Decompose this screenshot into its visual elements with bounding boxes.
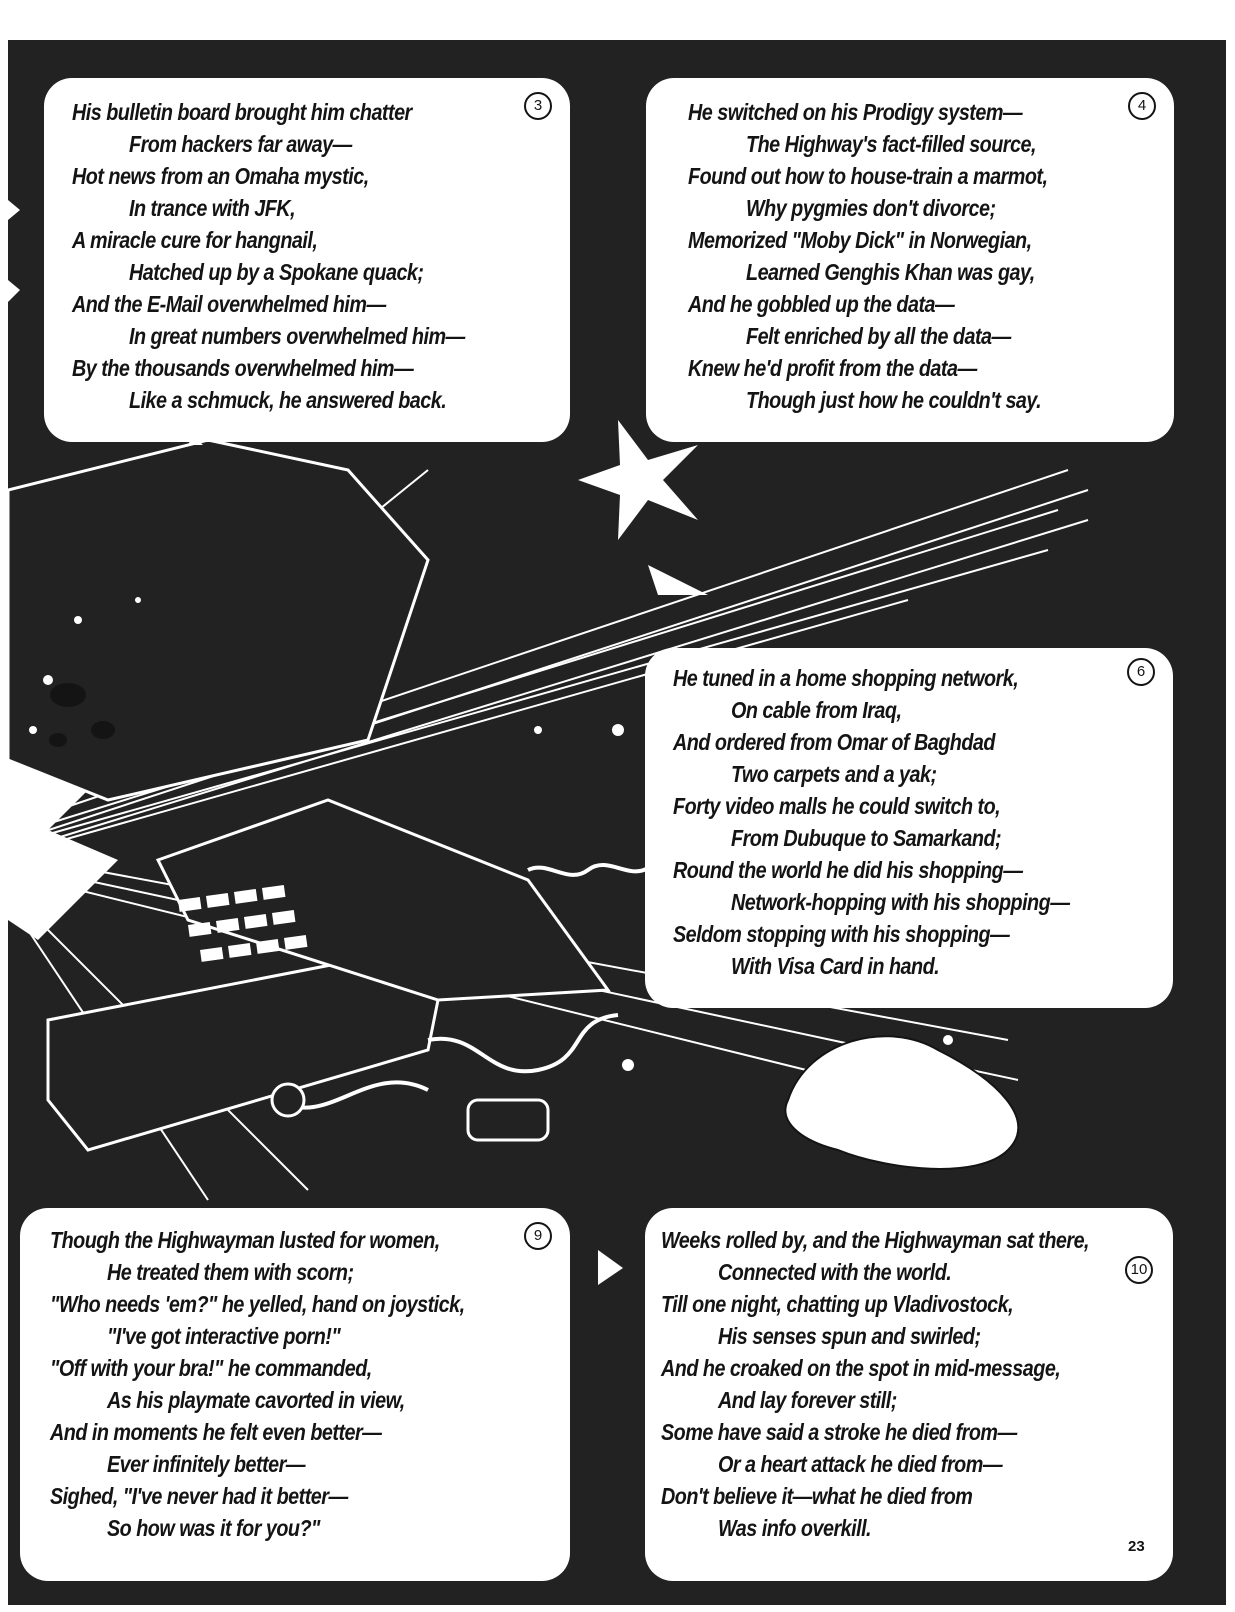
stanza-line: And the E-Mail overwhelmed him—	[72, 291, 386, 317]
stanza-line: His bulletin board brought him chatter	[72, 99, 412, 125]
stanza-line: Don't believe it—what he died from	[661, 1483, 973, 1509]
stanza-line: Like a schmuck, he answered back.	[129, 387, 447, 413]
stanza-line: Was info overkill.	[718, 1515, 872, 1541]
stanza-line: And he croaked on the spot in mid-message,	[661, 1355, 1061, 1381]
stanza-panel-3	[44, 78, 570, 442]
stanza-line: Memorized "Moby Dick" in Norwegian,	[688, 227, 1032, 253]
stanza-line: Felt enriched by all the data—	[746, 323, 1011, 349]
stanza-line: Found out how to house-train a marmot,	[688, 163, 1048, 189]
stanza-line: "Who needs 'em?" he yelled, hand on joystick,	[50, 1291, 465, 1317]
stanza-line: Weeks rolled by, and the Highwayman sat there,	[661, 1227, 1090, 1253]
stanza-line: Though just how he couldn't say.	[746, 387, 1042, 413]
stanza-line: In trance with JFK,	[129, 195, 296, 221]
stanza-panel-10	[645, 1208, 1173, 1581]
stanza-line: On cable from Iraq,	[731, 697, 902, 723]
splat	[785, 1036, 1018, 1169]
stanza-line: He treated them with scorn;	[107, 1259, 354, 1285]
stanza-line: He tuned in a home shopping network,	[673, 665, 1019, 691]
stanza-panel-4	[646, 78, 1174, 442]
stanza-line: And he gobbled up the data—	[688, 291, 955, 317]
stanza-line: Hot news from an Omaha mystic,	[72, 163, 369, 189]
stanza-line: From hackers far away—	[129, 131, 352, 157]
stanza-number-badge: 6	[1127, 658, 1155, 686]
stanza-line: And ordered from Omar of Baghdad	[673, 729, 995, 755]
stanza-line: From Dubuque to Samarkand;	[731, 825, 1002, 851]
stanza-line: Sighed, "I've never had it better—	[50, 1483, 348, 1509]
stanza-number-badge: 9	[524, 1222, 552, 1250]
stanza-line: In great numbers overwhelmed him—	[129, 323, 465, 349]
stanza-line: And lay forever still;	[718, 1387, 897, 1413]
stanza-number-badge: 10	[1125, 1256, 1153, 1284]
stanza-number-badge: 3	[524, 92, 552, 120]
stanza-line: His senses spun and swirled;	[718, 1323, 981, 1349]
stanza-panel-6	[645, 648, 1173, 1008]
stanza-line: Knew he'd profit from the data—	[688, 355, 977, 381]
stanza-number-badge: 4	[1128, 92, 1156, 120]
stanza-line: Till one night, chatting up Vladivostock,	[661, 1291, 1014, 1317]
stanza-line: By the thousands overwhelmed him—	[72, 355, 414, 381]
stanza-line: Forty video malls he could switch to,	[673, 793, 1001, 819]
stanza-line: With Visa Card in hand.	[731, 953, 940, 979]
stanza-line: "Off with your bra!" he commanded,	[50, 1355, 372, 1381]
stanza-line: Why pygmies don't divorce;	[746, 195, 996, 221]
spool	[272, 1084, 548, 1140]
stanza-line: As his playmate cavorted in view,	[107, 1387, 405, 1413]
stanza-line: Network-hopping with his shopping—	[731, 889, 1070, 915]
stanza-line: And in moments he felt even better—	[50, 1419, 382, 1445]
stanza-line: So how was it for you?"	[107, 1515, 320, 1541]
stanza-panel-9	[20, 1208, 570, 1581]
stanza-line: Two carpets and a yak;	[731, 761, 937, 787]
stanza-line: "I've got interactive porn!"	[107, 1323, 341, 1349]
stanza-line: Or a heart attack he died from—	[718, 1451, 1003, 1477]
stanza-line: Hatched up by a Spokane quack;	[129, 259, 424, 285]
stanza-line: Seldom stopping with his shopping—	[673, 921, 1010, 947]
stanza-line: He switched on his Prodigy system—	[688, 99, 1023, 125]
stanza-line: A miracle cure for hangnail,	[72, 227, 318, 253]
stanza-line: The Highway's fact-filled source,	[746, 131, 1036, 157]
page-number: 23	[1128, 1538, 1145, 1555]
stanza-line: Ever infinitely better—	[107, 1451, 306, 1477]
stanza-line: Though the Highwayman lusted for women,	[50, 1227, 440, 1253]
stanza-line: Learned Genghis Khan was gay,	[746, 259, 1035, 285]
computer-wreck	[8, 440, 608, 1150]
stanza-line: Round the world he did his shopping—	[673, 857, 1023, 883]
stanza-line: Connected with the world.	[718, 1259, 952, 1285]
stanza-line: Some have said a stroke he died from—	[661, 1419, 1017, 1445]
